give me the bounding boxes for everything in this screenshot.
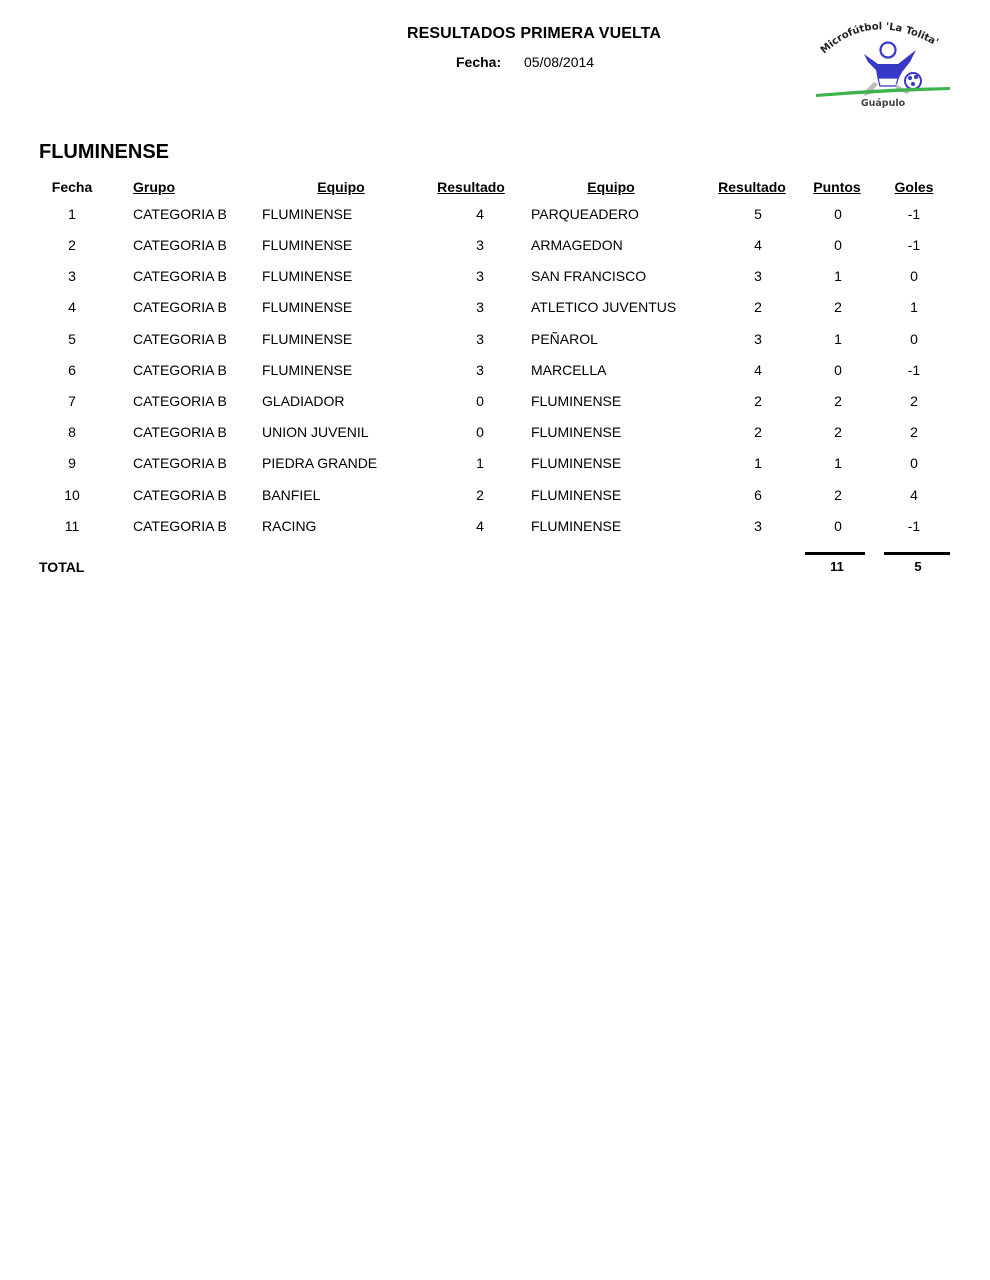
report-title: RESULTADOS PRIMERA VUELTA <box>406 25 662 42</box>
cell-equipo-visitante: FLUMINENSE <box>531 393 622 409</box>
cell-grupo: CATEGORIA B <box>133 206 227 222</box>
cell-resultado-local: 3 <box>476 268 484 284</box>
cell-grupo: CATEGORIA B <box>133 299 227 315</box>
cell-equipo-visitante: ARMAGEDON <box>531 237 623 253</box>
cell-goles: 0 <box>910 455 918 471</box>
cell-puntos: 1 <box>834 331 842 347</box>
logo-subtitle: Guápulo <box>860 98 906 108</box>
cell-equipo-local: FLUMINENSE <box>262 237 353 253</box>
total-puntos: 11 <box>830 559 844 574</box>
cell-resultado-visitante: 5 <box>754 206 762 222</box>
total-puntos-rule <box>805 552 865 555</box>
team-title: FLUMINENSE <box>39 141 169 163</box>
cell-fecha: 11 <box>64 518 80 534</box>
cell-resultado-local: 1 <box>476 455 484 471</box>
report-date <box>456 54 594 70</box>
cell-equipo-visitante: PEÑAROL <box>531 331 598 347</box>
cell-grupo: CATEGORIA B <box>133 518 227 534</box>
cell-equipo-visitante: FLUMINENSE <box>531 455 622 471</box>
column-header-goles: Goles <box>894 179 934 195</box>
cell-goles: -1 <box>907 362 921 378</box>
cell-equipo-local: GLADIADOR <box>262 393 345 409</box>
cell-goles: 0 <box>910 331 918 347</box>
date-label: Fecha: <box>456 54 502 70</box>
cell-goles: 2 <box>910 424 918 440</box>
cell-fecha: 4 <box>68 299 76 315</box>
cell-resultado-local: 4 <box>476 518 484 534</box>
cell-grupo: CATEGORIA B <box>133 237 227 253</box>
cell-resultado-local: 3 <box>476 237 484 253</box>
cell-resultado-visitante: 2 <box>754 393 762 409</box>
cell-grupo: CATEGORIA B <box>133 331 227 347</box>
cell-puntos: 2 <box>834 299 842 315</box>
cell-grupo: CATEGORIA B <box>133 393 227 409</box>
cell-goles: 4 <box>910 487 918 503</box>
cell-equipo-visitante: PARQUEADERO <box>531 206 639 222</box>
date-value: 05/08/2014 <box>524 54 595 70</box>
cell-equipo-local: RACING <box>262 518 317 534</box>
cell-puntos: 2 <box>834 393 842 409</box>
total-goles: 5 <box>914 559 922 574</box>
cell-equipo-visitante: FLUMINENSE <box>531 424 622 440</box>
cell-grupo: CATEGORIA B <box>133 362 227 378</box>
cell-resultado-local: 4 <box>476 206 484 222</box>
cell-resultado-visitante: 4 <box>754 362 762 378</box>
cell-grupo: CATEGORIA B <box>133 487 227 503</box>
cell-resultado-visitante: 2 <box>754 299 762 315</box>
cell-fecha: 1 <box>68 206 76 222</box>
total-goles-rule <box>884 552 950 555</box>
column-header-fecha: Fecha <box>51 179 93 195</box>
cell-equipo-local: FLUMINENSE <box>262 362 353 378</box>
total-label: TOTAL <box>39 559 85 575</box>
cell-resultado-visitante: 1 <box>754 455 762 471</box>
cell-resultado-local: 0 <box>476 424 484 440</box>
cell-equipo-local: FLUMINENSE <box>262 206 353 222</box>
cell-resultado-local: 0 <box>476 393 484 409</box>
cell-resultado-visitante: 4 <box>754 237 762 253</box>
cell-equipo-visitante: FLUMINENSE <box>531 487 622 503</box>
cell-equipo-visitante: ATLETICO JUVENTUS <box>531 299 677 315</box>
cell-goles: 1 <box>910 299 918 315</box>
cell-puntos: 0 <box>834 518 842 534</box>
cell-grupo: CATEGORIA B <box>133 424 227 440</box>
league-logo <box>812 14 954 108</box>
cell-equipo-visitante: SAN FRANCISCO <box>531 268 647 284</box>
column-header-equipo-local: Equipo <box>317 179 365 195</box>
cell-goles: 2 <box>910 393 918 409</box>
cell-equipo-local: FLUMINENSE <box>262 299 353 315</box>
cell-resultado-visitante: 3 <box>754 518 762 534</box>
cell-fecha: 2 <box>68 237 76 253</box>
cell-fecha: 10 <box>64 487 80 503</box>
cell-goles: -1 <box>907 206 921 222</box>
cell-puntos: 0 <box>834 362 842 378</box>
cell-resultado-visitante: 2 <box>754 424 762 440</box>
cell-fecha: 5 <box>68 331 76 347</box>
cell-grupo: CATEGORIA B <box>133 455 227 471</box>
column-header-resultado-visitante: Resultado <box>718 179 786 195</box>
cell-equipo-local: FLUMINENSE <box>262 331 353 347</box>
column-header-puntos: Puntos <box>813 179 861 195</box>
cell-goles: -1 <box>907 518 921 534</box>
cell-equipo-visitante: FLUMINENSE <box>531 518 622 534</box>
cell-resultado-visitante: 6 <box>754 487 762 503</box>
cell-resultado-local: 3 <box>476 299 484 315</box>
cell-goles: -1 <box>907 237 921 253</box>
cell-puntos: 0 <box>834 206 842 222</box>
cell-equipo-local: BANFIEL <box>262 487 321 503</box>
cell-puntos: 1 <box>834 268 842 284</box>
cell-grupo: CATEGORIA B <box>133 268 227 284</box>
column-header-grupo: Grupo <box>133 179 175 195</box>
cell-goles: 0 <box>910 268 918 284</box>
cell-puntos: 1 <box>834 455 842 471</box>
cell-puntos: 2 <box>834 424 842 440</box>
cell-fecha: 8 <box>68 424 76 440</box>
cell-fecha: 3 <box>68 268 76 284</box>
cell-puntos: 0 <box>834 237 842 253</box>
cell-fecha: 6 <box>68 362 76 378</box>
cell-equipo-visitante: MARCELLA <box>531 362 607 378</box>
logo-title: Microfútbol 'La Tolita' <box>818 21 940 57</box>
column-header-resultado-local: Resultado <box>437 179 505 195</box>
cell-equipo-local: FLUMINENSE <box>262 268 353 284</box>
cell-resultado-local: 2 <box>476 487 484 503</box>
cell-puntos: 2 <box>834 487 842 503</box>
cell-equipo-local: UNION JUVENIL <box>262 424 369 440</box>
cell-resultado-visitante: 3 <box>754 331 762 347</box>
cell-equipo-local: PIEDRA GRANDE <box>262 455 378 471</box>
cell-resultado-local: 3 <box>476 362 484 378</box>
cell-fecha: 9 <box>68 455 76 471</box>
column-header-equipo-visitante: Equipo <box>587 179 635 195</box>
cell-resultado-local: 3 <box>476 331 484 347</box>
cell-resultado-visitante: 3 <box>754 268 762 284</box>
cell-fecha: 7 <box>68 393 76 409</box>
